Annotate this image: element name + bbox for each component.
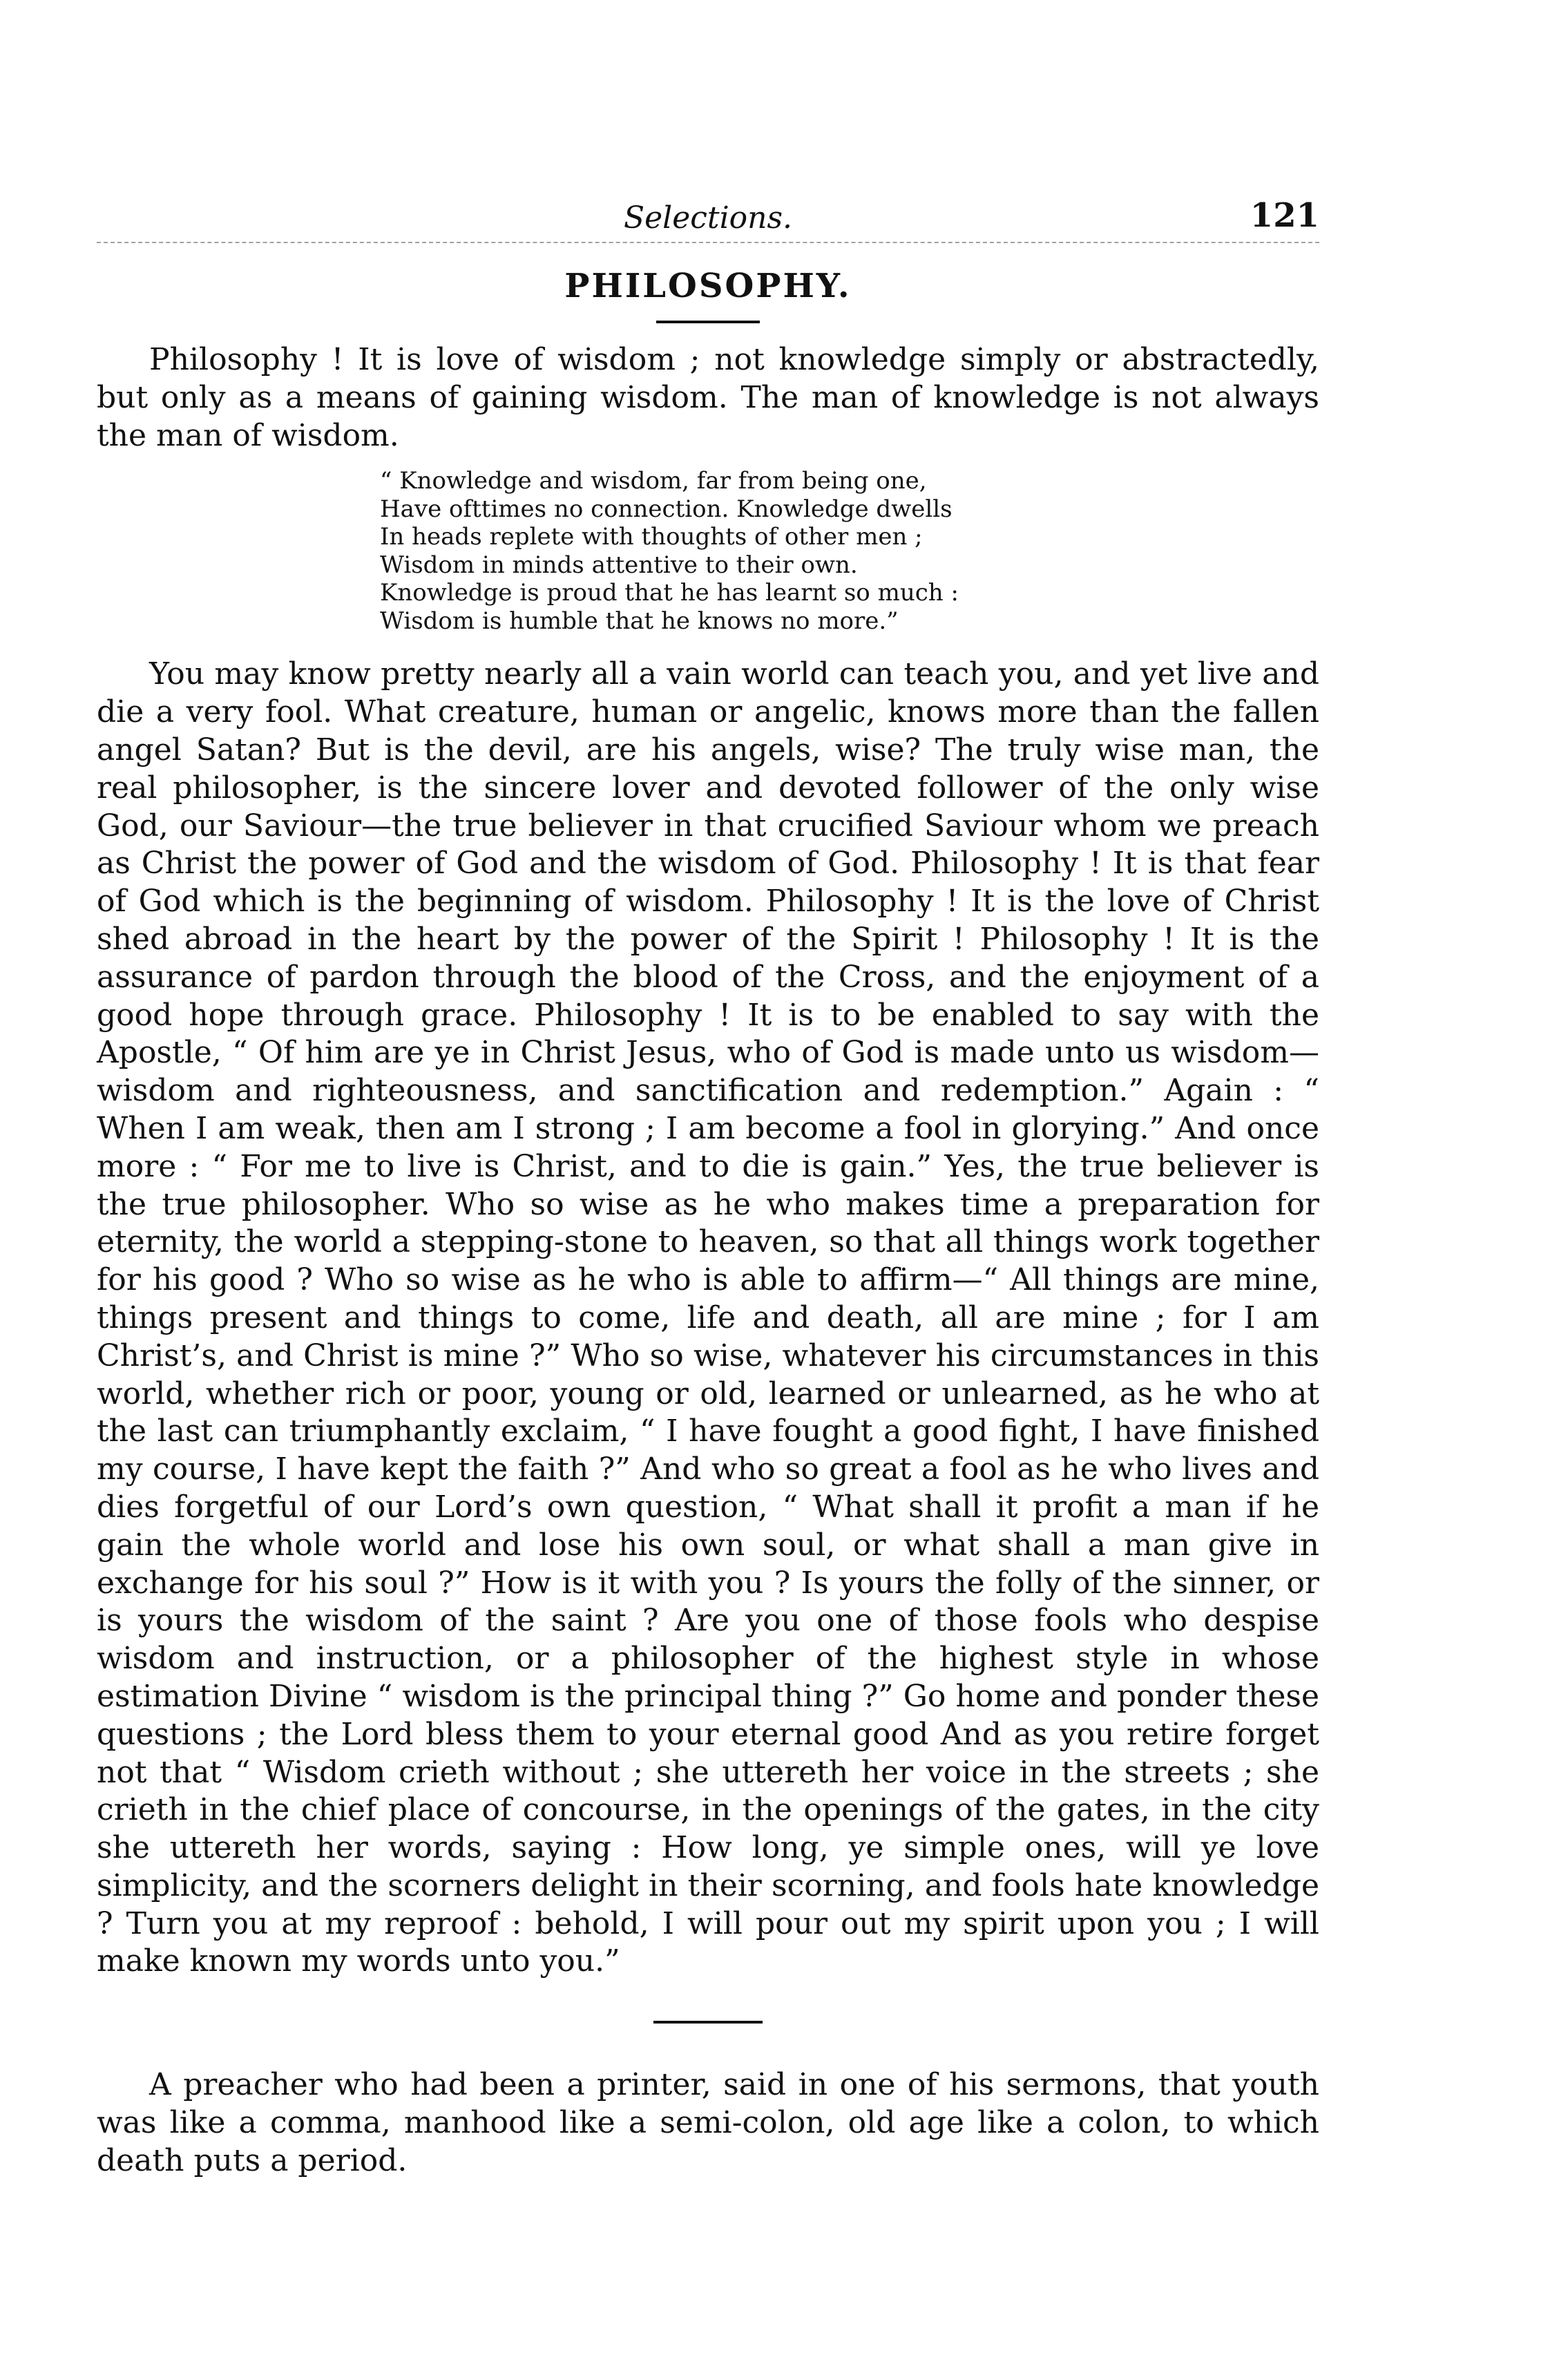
page xyxy=(97,180,1319,2335)
verse-line: Wisdom in minds attentive to their own. xyxy=(380,551,858,579)
article-title: PHILOSOPHY. xyxy=(564,267,852,305)
running-title: Selections. xyxy=(623,200,793,236)
verse-line: Knowledge is proud that he has learnt so much : xyxy=(380,579,959,607)
verse-line: In heads replete with thoughts of other men ; xyxy=(380,523,923,551)
anecdote-paragraph: A preacher who had been a printer, said in one of his sermons, that youth was like a comma, manhood like a semi-colon, old age like a colon, to which death puts a period. xyxy=(97,2067,1319,2178)
verse-line: Wisdom is humble that he knows no more.” xyxy=(380,607,899,635)
verse-quotation xyxy=(380,467,1319,635)
intro-paragraph: Philosophy ! It is love of wisdom ; not knowledge simply or abstractedly, but only as a means of gaining wisdom. The man of knowledge is not always the man of wisdom. xyxy=(97,342,1319,453)
header-divider xyxy=(97,242,1319,243)
body-paragraph: You may know pretty nearly all a vain world can teach you, and yet live and die a very fool. What creature, human or angelic, knows more than the fallen angel Satan? But is the devil, are his angels, wise? The truly wise man, the real philosopher, is the sincere lover and devoted follower of the only wise God, our Saviour—the true believer in that crucified Saviour whom we preach as Christ the power of God and the wisdom of God. Philosophy ! It is that fear of God which is the beginning of wisdom. Philosophy ! It is the love of Christ shed abroad in the heart by the power of the Spirit ! Philosophy ! It is the assurance of pardon through the blood of the Cross, and the enjoyment of a good hope through grace. Philosophy ! It is to be enabled to say with the Apostle, “ Of him are ye in Christ Jesus, who of God is made unto us wisdom—wisdom and righteousness, and sanctification and redemption.” Again : “ When I am weak, then am I strong ; I am become a fool in glorying.” And once more : “ For me to live is Christ, and to die is gain.” Yes, the true believer is the true philosopher. Who so wise as he who makes time a preparation for eternity, the world a stepping-stone to heaven, so that all things work together for his good ? Who so wise as he who is able to affirm—“ All things are mine, things present and things to come, life and death, all are mine ; for I am Christ’s, and Christ is mine ?” Who so wise, whatever his circumstances in this world, whether rich or poor, young or old, learned or unlearned, as he who at the last can triumphantly exclaim, “ I have fought a good fight, I have finished my course, I have kept the faith ?” And who so great a fool as he who lives and dies forgetful of our Lord’s own question, “ What shall it profit a man if he gain the whole world and lose his own soul, or what shall a man give in exchange for his soul ?” How is it with you ? Is yours the folly of the sinner, or is yours the wisdom of the saint ? Are you one of those fools who despise wisdom and instruction, or a philosopher of the highest style in whose estimation Divine “ wisdom is the principal thing ?” Go home and ponder these questions ; the Lord bless them to your eternal good And as you retire forget not that “ Wisdom crieth without ; she uttereth her voice in the streets ; she crieth in the chief place of concourse, in the openings of the gates, in the city she uttereth her words, saying : How long, ye simple ones, will ye love simplicity, and the scorners delight in their scorning, and fools hate knowledge ? Turn you at my reproof : behold, I will pour out my spirit upon you ; I will make known my words unto you.” xyxy=(97,656,1319,1979)
page-number: 121 xyxy=(1250,196,1319,235)
verse-line: “ Knowledge and wisdom, far from being one, xyxy=(380,467,927,495)
verse-line: Have ofttimes no connection. Knowledge dwells xyxy=(380,495,953,523)
title-rule xyxy=(656,321,760,323)
running-head xyxy=(97,180,1319,242)
section-divider xyxy=(653,2021,763,2024)
